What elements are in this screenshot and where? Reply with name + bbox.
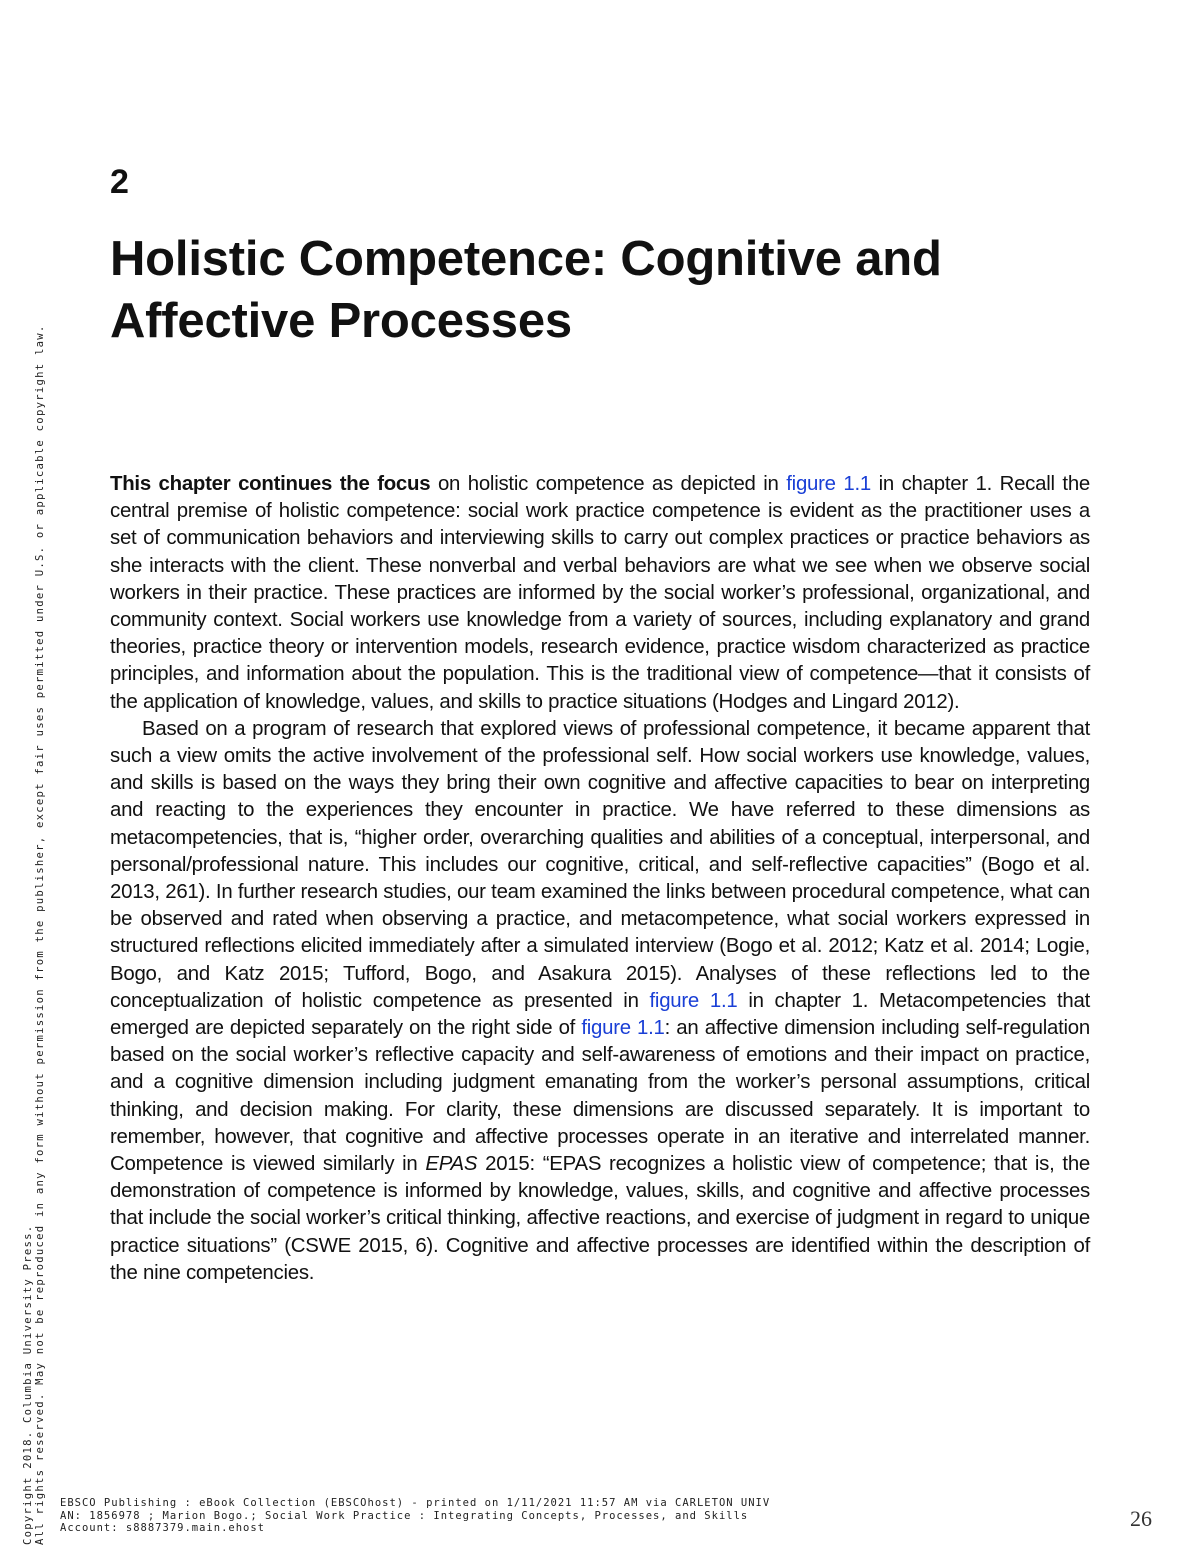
rights-line: All rights reserved. May not be reproduced in any form without permission from the publisher, except fair uses permitted under U.S. or applicable copyright law. [34, 324, 46, 1545]
paragraph-lead-in: This chapter continues the focus [110, 473, 431, 495]
italic-term: EPAS [425, 1153, 478, 1176]
footer-book-line: AN: 1856978 ; Marion Bogo.; Social Work Practice : Integrating Concepts, Processes, and Skills [60, 1509, 749, 1522]
paragraph-2 [110, 716, 1090, 1287]
footer-print-line: EBSCO Publishing : eBook Collection (EBSCOhost) - printed on 1/11/2021 11:57 AM via CARLETON UNIV [60, 1497, 771, 1509]
paragraph-text: 2015: “EPAS recognizes a holistic view of competence; that is, the demonstration of competence is informed by knowledge, values, skills, and cognitive and affective processes that include the social worker’s critical thinking, affective reactions, and exercise of judgment in regard to unique practice situations” (CSWE 2015, 6). Cognitive and affective processes are identified within the description of the nine competencies. [110, 1153, 1091, 1284]
figure-link[interactable]: figure 1.1 [581, 1017, 665, 1040]
paragraph-1 [110, 471, 1090, 716]
figure-link[interactable]: figure 1.1 [786, 473, 871, 495]
paragraph-text: in chapter 1. Recall the central premise of holistic competence: social work practice competence is evident as the practitioner uses a set of communication behaviors and interviewing skills to carry out complex practices or practice behaviors as she interacts with the client. These nonverbal and verbal behaviors are what we see when we observe social workers in their practice. These practices are informed by the social worker’s professional, organizational, and community context. Social workers use knowledge from a variety of sources, including explanatory and grand theories, practice theory or intervention models, research evidence, practice wisdom characterized as practice principles, and information about the population. This is the traditional view of competence—that it consists of the application of knowledge, values, and skills to practice situations (Hodges and Lingard 2012). [110, 473, 1090, 713]
page-number: 26 [1130, 1506, 1152, 1531]
chapter-body [110, 471, 1090, 1287]
chapter-title: Holistic Competence: Cognitive and Affective Processes [110, 232, 942, 348]
paragraph-text: : an affective dimension including self-regulation based on the social worker’s reflective capacity and self-awareness of emotions and their impact on practice, and a cognitive dimension including judgment emanating from the worker’s personal assumptions, critical thinking, and decision making. For clarity, these dimensions are discussed separately. It is important to remember, however, that cognitive and affective processes operate in an iterative and interrelated manner. Competence is viewed similarly in [110, 1017, 1090, 1176]
copyright-line: Copyright 2018. Columbia University Press. [22, 1224, 34, 1545]
copyright-notice [22, 324, 46, 1545]
footer-account-line: Account: s8887379.main.ehost [60, 1522, 266, 1534]
chapter-number: 2 [110, 163, 129, 201]
figure-link[interactable]: figure 1.1 [649, 989, 738, 1012]
paragraph-text: in chapter 1. Metacompetencies that emerged are depicted separately on the right side of [110, 989, 1090, 1040]
footer-info [60, 1497, 770, 1535]
paragraph-text: Based on a program of research that explored views of professional competence, it became apparent that such a view omits the active involvement of the professional self. How social workers use knowledge, values, and skills is based on the ways they bring their own cognitive and affective capacities to bear on interpreting and reacting to the experiences they encounter in practice. We have referred to these dimensions as metacompetencies, that is, “higher order, overarching qualities and abilities of a conceptual, interpersonal, and personal/professional nature. This includes our cognitive, critical, and self-reflective capacities” (Bogo et al. 2013, 261). In further research studies, our team examined the links between procedural competence, what can be observed and rated when observing a practice, and metacompetence, what social workers expressed in structured reflections elicited immediately after a simulated interview (Bogo et al. 2012; Katz et al. 2014; Logie, Bogo, and Katz 2015; Tufford, Bogo, and Asakura 2015). Analyses of these reflections led to the conceptualization of holistic competence as presented in [110, 717, 1090, 1012]
paragraph-text: on holistic competence as depicted in [430, 473, 787, 495]
